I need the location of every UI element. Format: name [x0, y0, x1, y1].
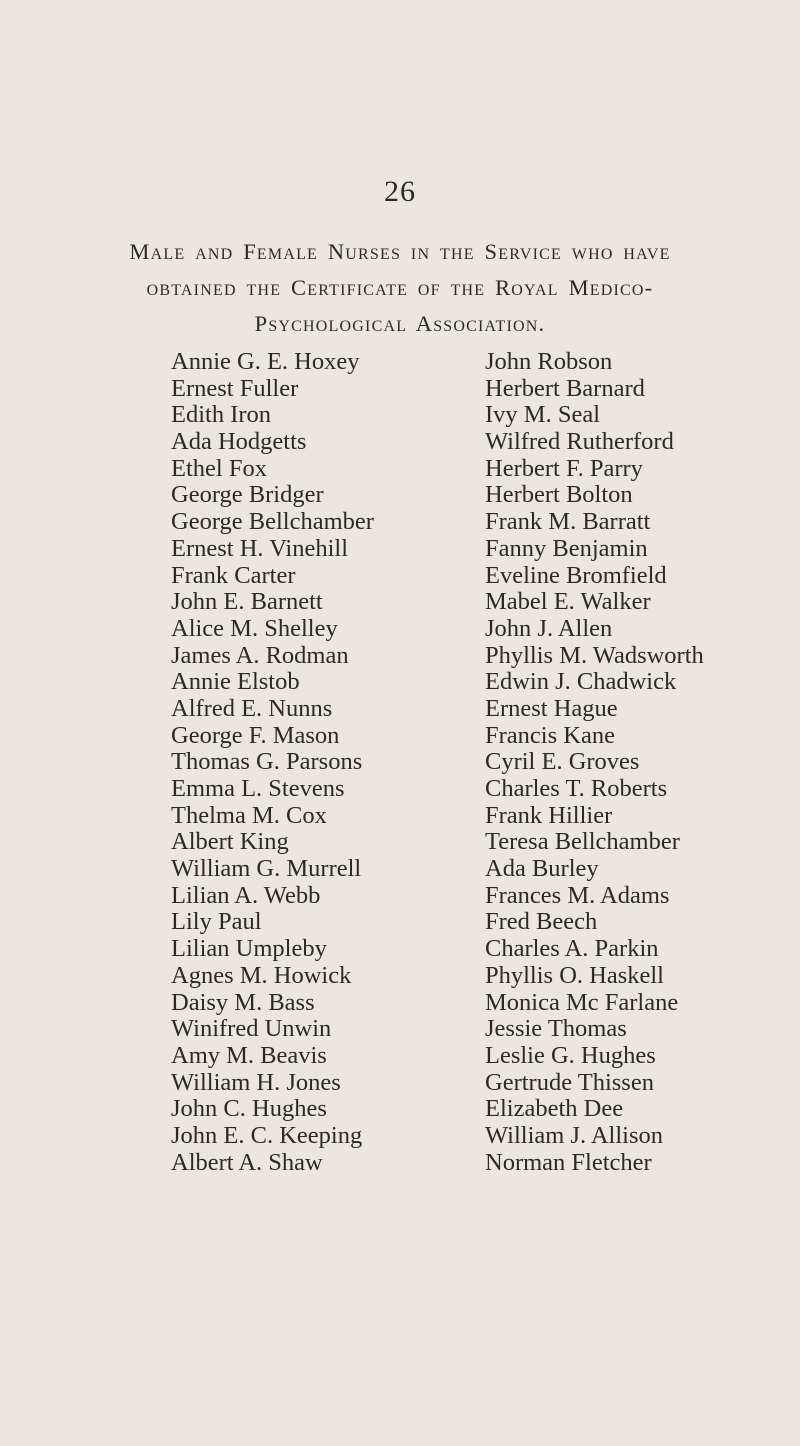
nurse-name: Ethel Fox — [171, 454, 267, 482]
nurse-name: Alfred E. Nunns — [171, 694, 333, 722]
nurse-name: Lilian Umpleby — [171, 935, 327, 963]
nurse-name: Frank M. Barratt — [485, 508, 651, 536]
nurse-name: Edwin J. Chadwick — [485, 668, 677, 696]
heading-line: Male and Female Nurses in the Service who have — [129, 239, 671, 264]
list-heading — [70, 234, 730, 342]
nurse-name: Gertrude Thissen — [485, 1068, 654, 1096]
nurse-name: Herbert Bolton — [485, 481, 633, 509]
nurse-name: Amy M. Beavis — [171, 1041, 327, 1069]
nurse-name: Francis Kane — [485, 721, 615, 749]
nurse-name: Daisy M. Bass — [171, 988, 315, 1016]
nurse-name: Ivy M. Seal — [485, 401, 600, 429]
nurse-name: John J. Allen — [485, 614, 613, 642]
nurse-name: John E. Barnett — [171, 588, 323, 616]
nurse-name: George Bellchamber — [171, 508, 374, 536]
nurse-name: Monica Mc Farlane — [485, 988, 679, 1016]
nurse-name: Cyril E. Groves — [485, 748, 640, 776]
nurse-name: Lily Paul — [171, 908, 262, 936]
nurse-name: Thomas G. Parsons — [171, 748, 363, 776]
nurse-name: Charles T. Roberts — [485, 775, 668, 802]
nurse-name: Ernest Hague — [485, 694, 618, 722]
nurse-name: Frances M. Adams — [485, 881, 670, 909]
heading-line: obtained the Certificate of the Royal Medico- — [146, 275, 654, 300]
nurse-name: Eveline Bromfield — [485, 561, 667, 589]
nurse-name: Annie Elstob — [171, 668, 300, 696]
nurse-name: Ada Hodgetts — [171, 428, 307, 456]
nurse-name: Ada Burley — [485, 855, 599, 883]
nurse-name: William J. Allison — [485, 1121, 664, 1149]
nurse-name: Frank Carter — [171, 561, 296, 589]
nurse-name: Charles A. Parkin — [485, 935, 659, 963]
nurse-name: Herbert Barnard — [485, 374, 645, 402]
nurse-name: Ernest Fuller — [171, 374, 299, 402]
nurse-name: Elizabeth Dee — [485, 1095, 624, 1123]
nurse-name: Edith Iron — [171, 401, 272, 429]
nurse-name: Norman Fletcher — [485, 1148, 652, 1176]
nurse-name: Albert King — [171, 828, 289, 856]
nurse-name: Wilfred Rutherford — [485, 428, 674, 456]
nurse-name: Alice M. Shelley — [171, 614, 338, 642]
nurse-name: George F. Mason — [171, 721, 340, 749]
nurse-name: Lilian A. Webb — [171, 881, 321, 909]
nurse-name: Thelma M. Cox — [171, 801, 327, 829]
nurse-name: William G. Murrell — [171, 855, 362, 883]
nurse-name: Ernest H. Vinehill — [171, 534, 349, 562]
nurse-name: Jessie Thomas — [485, 1015, 627, 1043]
nurse-name: Albert A. Shaw — [171, 1148, 323, 1176]
nurse-name: Teresa Bellchamber — [485, 828, 680, 856]
nurse-name: John Robson — [485, 348, 613, 375]
nurse-name: Emma L. Stevens — [171, 775, 345, 802]
nurse-name: Leslie G. Hughes — [485, 1041, 656, 1069]
nurse-name: Frank Hillier — [485, 801, 613, 829]
nurse-name: Fanny Benjamin — [485, 534, 648, 562]
nurse-name: Mabel E. Walker — [485, 588, 651, 616]
nurse-name: Phyllis O. Haskell — [485, 961, 664, 989]
heading-line: Psychological Association. — [254, 311, 546, 336]
nurse-name: Agnes M. Howick — [171, 961, 352, 989]
nurse-name: John E. C. Keeping — [171, 1121, 363, 1149]
nurse-name: Herbert F. Parry — [485, 454, 643, 482]
nurse-name: John C. Hughes — [171, 1095, 327, 1123]
nurse-name: William H. Jones — [171, 1068, 341, 1096]
nurse-name: Phyllis M. Wadsworth — [485, 641, 704, 669]
nurse-name: James A. Rodman — [171, 641, 349, 669]
page-number: 26 — [384, 175, 416, 208]
names-column-left — [171, 349, 374, 1176]
names-column-right — [485, 349, 704, 1176]
nurse-name: Annie G. E. Hoxey — [171, 348, 360, 375]
nurse-name: Fred Beech — [485, 908, 598, 936]
nurse-name: Winifred Unwin — [171, 1015, 332, 1043]
nurse-name: George Bridger — [171, 481, 324, 509]
